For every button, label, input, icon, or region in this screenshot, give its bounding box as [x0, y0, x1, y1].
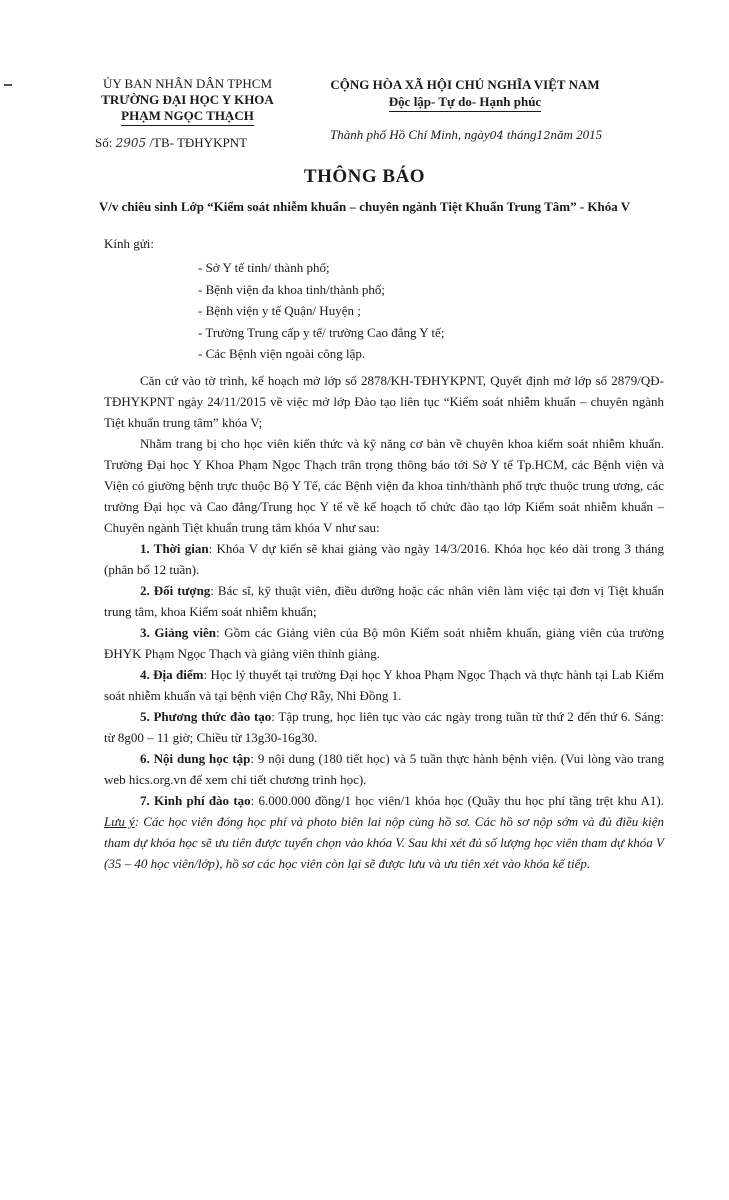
recipient-item: - Bệnh viện y tế Quận/ Huyện ;: [198, 303, 361, 318]
item-audience: [104, 580, 664, 622]
item-fee: [104, 790, 664, 874]
document-number: [95, 135, 247, 151]
paragraph-basis: Căn cứ vào tờ trình, kế hoạch mở lớp số 2878/KH-TĐHYKPNT, Quyết định mở lớp số 2879/QĐ-TĐHYKPNT ngày 24/11/2015 về việc mở lớp Đào tạo liên tục “Kiểm soát nhiễm khuẩn – chuyên ngành Tiệt khuẩn trung tâm” khóa V;: [104, 373, 664, 430]
docnum-prefix: Số:: [95, 135, 113, 150]
recipient-item: - Các Bệnh viện ngoài công lập.: [198, 346, 366, 361]
national-motto: Độc lập- Tự do- Hạnh phúc: [389, 93, 541, 112]
item-location: [104, 664, 664, 706]
item-text: : Tập trung, học liên tục vào các ngày trong tuần từ thứ 2 đến thứ 6. Sáng: từ 8g00 – 11 giờ; Chiều từ 13g30-16g30.: [104, 709, 665, 745]
item-text: : 9 nội dung (180 tiết học) và 5 tuần thực hành bệnh viện. (Vui lòng vào trang web hics.org.vn để xem chi tiết chương trình học).: [104, 751, 665, 787]
item-label: 7. Kinh phí đào tạo: [140, 793, 251, 808]
item-time: [104, 538, 664, 580]
item-text: : Gồm các Giảng viên của Bộ môn Kiểm soát nhiễm khuẩn, giảng viên của trường ĐHYK Phạm Ngọc Thạch và giảng viên thỉnh giảng.: [104, 625, 664, 661]
item-label: 6. Nội dung học tập: [140, 751, 251, 766]
item-label: 1. Thời gian: [140, 541, 209, 556]
document-body: [104, 370, 664, 874]
item-label: 2. Đối tượng: [140, 583, 211, 598]
docnum-suffix: /TB- TĐHYKPNT: [149, 135, 248, 150]
issuer-parent-org: ỦY BAN NHÂN DÂN TPHCM: [102, 76, 272, 91]
date-line: [330, 127, 602, 143]
recipient-item: - Bệnh viện đa khoa tỉnh/thành phố;: [198, 281, 386, 297]
item-label: 5. Phương thức đào tạo: [140, 709, 272, 724]
docnum-handwritten: 2905: [115, 136, 147, 150]
item-method: [104, 706, 664, 748]
date-year: năm 2015: [550, 127, 603, 142]
date-place: Thành phố Hồ Chí Minh, ngày: [330, 127, 490, 142]
item-lecturers: [104, 622, 664, 664]
issuer-org-line1: TRƯỜNG ĐẠI HỌC Y KHOA: [101, 92, 274, 107]
recipient-item: - Trường Trung cấp y tế/ trường Cao đẳng Y tế;: [198, 324, 445, 340]
item-text: : 6.000.000 đồng/1 học viên/1 khóa học (Quầy thu học phí tầng trệt khu A1).: [250, 793, 664, 808]
item-text: : Khóa V dự kiến sẽ khai giảng vào ngày 14/3/2016. Khóa học kéo dài trong 3 tháng (phân bố 12 tuần).: [104, 541, 664, 577]
paragraph-purpose: Nhằm trang bị cho học viên kiến thức và kỹ năng cơ bản về chuyên khoa kiểm soát nhiễm khuẩn. Trường Đại học Y Khoa Phạm Ngọc Thạch trân trọng thông báo tới Sở Y tế Tp.HCM, các Bệnh viện và Viện có giường bệnh trực thuộc Bộ Y Tế, các Bệnh viện đa khoa tỉnh/thành phố trực thuộc trung ương, các trường Đại học và Cao đẳng/Trung học Y tế về kế hoạch tổ chức đào tạo lớp Kiểm soát nhiễm khuẩn – Chuyên ngành Tiệt khuẩn trung tâm khóa V như sau:: [104, 436, 664, 535]
issuer-header: [70, 76, 305, 126]
date-month: 12: [536, 129, 551, 142]
scan-artifact: [4, 84, 12, 86]
document-title: THÔNG BÁO: [303, 166, 426, 187]
date-day: 04: [489, 129, 504, 142]
item-content: [104, 748, 664, 790]
item-label: 4. Địa điểm: [140, 667, 204, 682]
national-header: [310, 76, 620, 112]
note-text: : Các học viên đóng học phí và photo biên lai nộp cùng hồ sơ. Các hồ sơ nộp sớm và đủ điều kiện tham dự khóa học sẽ ưu tiên được tuyển chọn vào khóa V. Sau khi xét đủ số lượng học viên tham dự khóa V (35 – 40 học viên/lớp), hồ sơ các học viên còn lại sẽ được lưu và ưu tiên xét vào khóa kế tiếp.: [104, 814, 664, 871]
note-label: Lưu ý: [104, 814, 135, 829]
nation-title: CỘNG HÒA XÃ HỘI CHỦ NGHĨA VIỆT NAM: [330, 77, 600, 92]
greeting: Kính gửi:: [104, 236, 155, 251]
date-month-label: tháng: [506, 127, 537, 142]
recipient-item: - Sở Y tế tỉnh/ thành phố;: [198, 260, 330, 275]
item-label: 3. Giảng viên: [140, 625, 217, 640]
item-text: : Bác sĩ, kỹ thuật viên, điều dưỡng hoặc các nhân viên làm việc tại đơn vị Tiệt khuẩn trung tâm, khoa Kiểm soát nhiễm khuẩn;: [104, 583, 664, 619]
issuer-org-line2: PHẠM NGỌC THẠCH: [121, 108, 254, 126]
recipient-list: [198, 257, 444, 365]
document-subject: V/v chiêu sinh Lớp “Kiểm soát nhiễm khuẩn – chuyên ngành Tiệt Khuẩn Trung Tâm” - Khóa V: [98, 199, 631, 214]
item-text: : Học lý thuyết tại trường Đại học Y khoa Phạm Ngọc Thạch và thực hành tại Lab Kiểm soát nhiễm khuẩn và tại bệnh viện Chợ Rẫy, Nhi Đồng 1.: [104, 667, 664, 703]
